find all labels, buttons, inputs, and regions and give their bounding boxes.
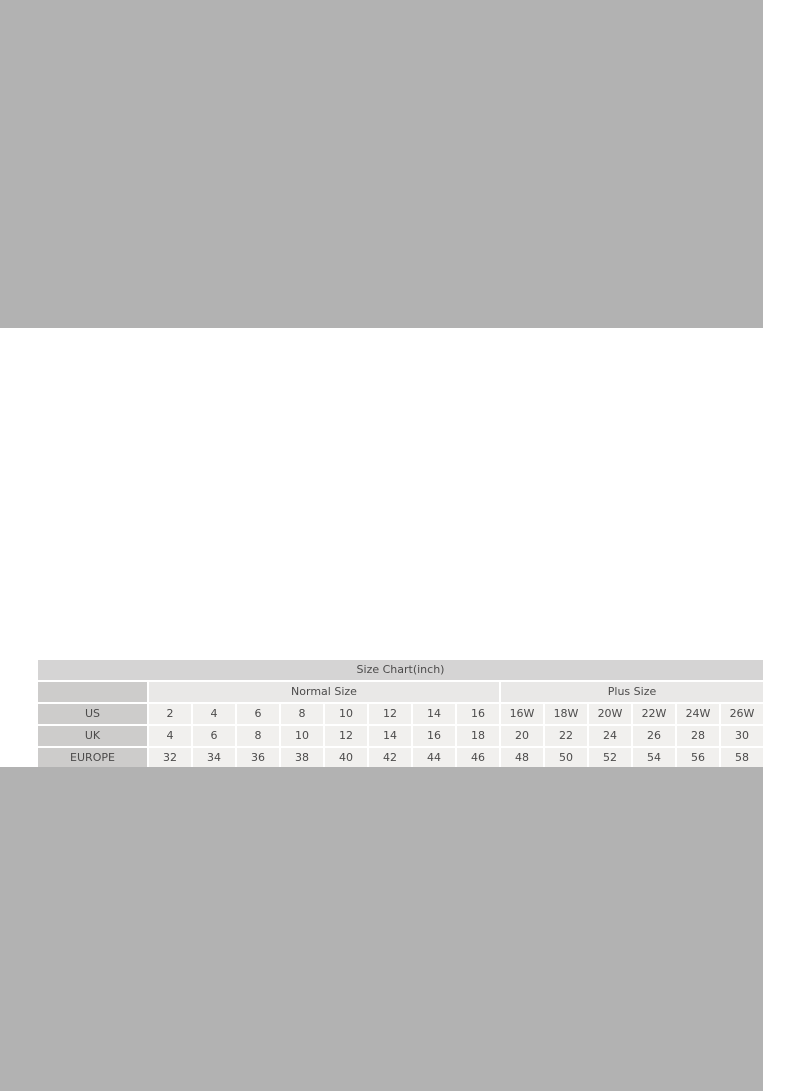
table-cell: 6 — [193, 726, 235, 746]
table-cell: 28 — [677, 726, 719, 746]
table-cell: 52 — [589, 748, 631, 768]
table-cell: 46 — [457, 748, 499, 768]
size-chart-panel — [0, 328, 800, 767]
table-cell: 14 — [369, 726, 411, 746]
table-cell: 50 — [545, 748, 587, 768]
table-cell: 36 — [237, 748, 279, 768]
table-cell: 18W — [545, 704, 587, 724]
bottom-gray-background — [0, 767, 763, 1091]
table-cell: 30 — [721, 726, 763, 746]
column-group-header: Normal Size — [149, 682, 499, 702]
table-cell: 10 — [281, 726, 323, 746]
table-row — [38, 704, 763, 724]
table-cell: 22 — [545, 726, 587, 746]
table-cell: 10 — [325, 704, 367, 724]
table-cell: 32 — [149, 748, 191, 768]
table-cell: 26W — [721, 704, 763, 724]
row-label: UK — [38, 726, 147, 746]
table-cell: 54 — [633, 748, 675, 768]
row-label: EUROPE — [38, 748, 147, 768]
top-gray-background — [0, 0, 763, 328]
table-cell: 20 — [501, 726, 543, 746]
table-cell: 22W — [633, 704, 675, 724]
column-group-header: Plus Size — [501, 682, 763, 702]
table-cell: 44 — [413, 748, 455, 768]
table-cell: 26 — [633, 726, 675, 746]
table-cell: 2 — [149, 704, 191, 724]
table-cell: 38 — [281, 748, 323, 768]
row-label: US — [38, 704, 147, 724]
table-cell: 16 — [457, 704, 499, 724]
table-title: Size Chart(inch) — [38, 660, 763, 680]
table-cell: 56 — [677, 748, 719, 768]
table-cell: 24W — [677, 704, 719, 724]
table-cell: 18 — [457, 726, 499, 746]
table-row — [38, 726, 763, 746]
table-cell: 58 — [721, 748, 763, 768]
table-cell: 16W — [501, 704, 543, 724]
table-row — [38, 748, 763, 768]
corner-cell — [38, 682, 147, 702]
table-cell: 24 — [589, 726, 631, 746]
table-cell: 48 — [501, 748, 543, 768]
table-cell: 4 — [149, 726, 191, 746]
table-cell: 16 — [413, 726, 455, 746]
table-cell: 8 — [237, 726, 279, 746]
table-cell: 4 — [193, 704, 235, 724]
table-cell: 8 — [281, 704, 323, 724]
table-cell: 42 — [369, 748, 411, 768]
table-cell: 6 — [237, 704, 279, 724]
table-cell: 20W — [589, 704, 631, 724]
table-cell: 12 — [325, 726, 367, 746]
table-cell: 40 — [325, 748, 367, 768]
table-cell: 14 — [413, 704, 455, 724]
table-cell: 34 — [193, 748, 235, 768]
table-cell: 12 — [369, 704, 411, 724]
